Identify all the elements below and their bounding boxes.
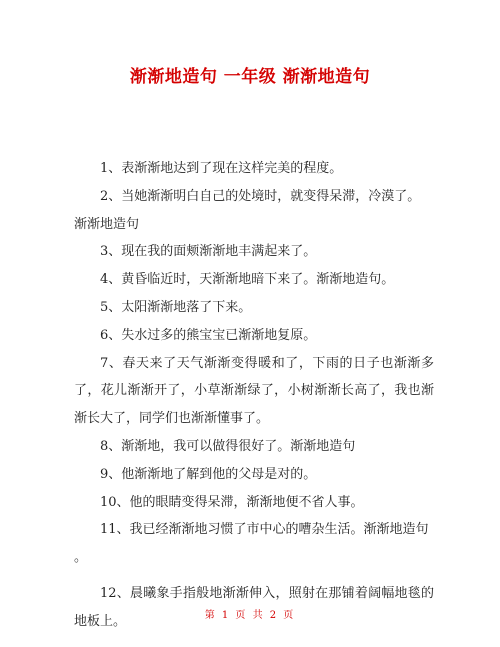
paragraph-11: 11、我已经渐渐地习惯了市中心的嘈杂生活。渐渐地造句 bbox=[100, 522, 429, 538]
paragraph-9: 9、他渐渐地了解到他的父母是对的。 bbox=[100, 466, 317, 482]
paragraph-2-continuation: 渐渐地造句 bbox=[74, 216, 140, 232]
paragraph-11-continuation: 。 bbox=[74, 550, 88, 566]
paragraph-4: 4、黄昏临近时，天渐渐地暗下来了。渐渐地造句。 bbox=[100, 272, 395, 288]
document-body bbox=[74, 155, 434, 636]
paragraph-1: 1、表渐渐地达到了现在这样完美的程度。 bbox=[100, 161, 343, 176]
page-title: 渐渐地造句 一年级 渐渐地造句 bbox=[129, 67, 371, 87]
paragraph-2: 2、当她渐渐明白自己的处境时，就变得呆滞，冷漠了。 bbox=[100, 188, 421, 204]
paragraph-6: 6、失水过多的熊宝宝已渐渐地复原。 bbox=[100, 327, 317, 343]
paragraph-10: 10、他的眼睛变得呆滞，渐渐地便不省人事。 bbox=[100, 494, 364, 510]
paragraph-3: 3、现在我的面颊渐渐地丰满起来了。 bbox=[100, 244, 317, 260]
page-footer: 第 1 页 共 2 页 bbox=[204, 610, 296, 621]
paragraph-12: 12、晨曦象手指般地渐渐伸入，照射在那铺着阔幅地毯的地板上。 bbox=[74, 585, 434, 629]
paragraph-7: 7、春天来了天气渐渐变得暖和了，下雨的日子也渐渐多了，花儿渐渐开了，小草渐渐绿了，小树渐渐长高了，我也渐渐长大了，同学们也渐渐懂事了。 bbox=[74, 355, 434, 427]
paragraph-5: 5、太阳渐渐地落了下来。 bbox=[100, 299, 252, 315]
paragraph-8: 8、渐渐地，我可以做得很好了。渐渐地造句 bbox=[100, 438, 356, 454]
